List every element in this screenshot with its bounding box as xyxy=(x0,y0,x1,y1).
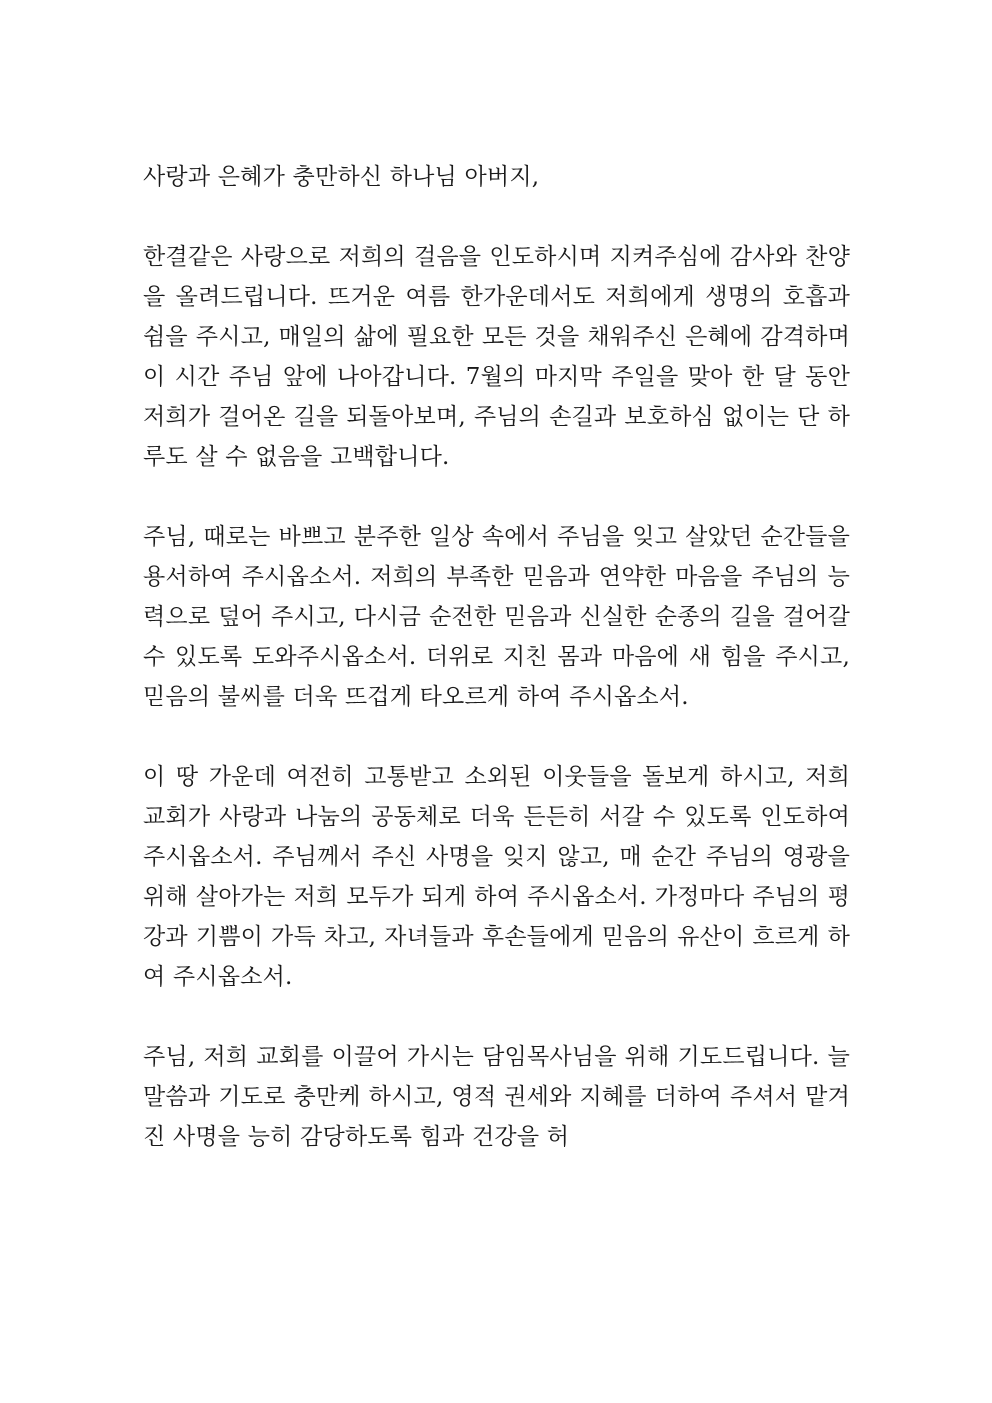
prayer-paragraph-repentance: 주님, 때로는 바쁘고 분주한 일상 속에서 주님을 잊고 살았던 순간들을 용서하여 주시옵소서. 저희의 부족한 믿음과 연약한 마음을 주님의 능력으로 덮어 주시고, 다시금 순전한 믿음과 신실한 순종의 길을 걸어갈 수 있도록 도와주시옵소서. 더위로 지친 몸과 마음에 새 힘을 주시고, 믿음의 불씨를 더욱 뜨겁게 타오르게 하여 주시옵소서. xyxy=(143,524,850,710)
prayer-paragraph-pastor: 주님, 저희 교회를 이끌어 가시는 담임목사님을 위해 기도드립니다. 늘 말씀과 기도로 충만케 하시고, 영적 권세와 지혜를 더하여 주셔서 맡겨진 사명을 능히 감당하도록 힘과 건강을 허 xyxy=(143,1044,850,1150)
prayer-paragraph-intercession: 이 땅 가운데 여전히 고통받고 소외된 이웃들을 돌보게 하시고, 저희 교회가 사랑과 나눔의 공동체로 더욱 든든히 서갈 수 있도록 인도하여 주시옵소서. 주님께서 주신 사명을 잊지 않고, 매 순간 주님의 영광을 위해 살아가는 저희 모두가 되게 하여 주시옵소서. 가정마다 주님의 평강과 기쁨이 가득 차고, 자녀들과 후손들에게 믿음의 유산이 흐르게 하여 주시옵소서. xyxy=(143,764,850,990)
prayer-greeting: 사랑과 은혜가 충만하신 하나님 아버지, xyxy=(143,164,540,190)
document-page xyxy=(143,157,850,1197)
prayer-paragraph-thanksgiving: 한결같은 사랑으로 저희의 걸음을 인도하시며 지켜주심에 감사와 찬양을 올려드립니다. 뜨거운 여름 한가운데서도 저희에게 생명의 호흡과 쉼을 주시고, 매일의 삶에 필요한 모든 것을 채워주신 은혜에 감격하며 이 시간 주님 앞에 나아갑니다. 7월의 마지막 주일을 맞아 한 달 동안 저희가 걸어온 길을 되돌아보며, 주님의 손길과 보호하심 없이는 단 하루도 살 수 없음을 고백합니다. xyxy=(143,244,850,470)
